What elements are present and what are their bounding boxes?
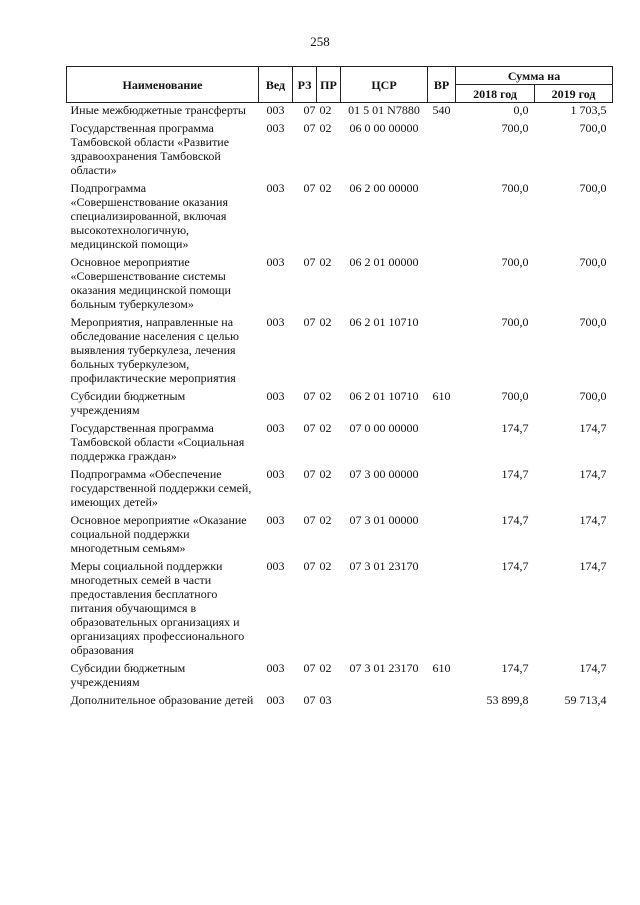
pr-cell: 02 bbox=[319, 255, 332, 269]
vr-cell: 610 bbox=[432, 661, 451, 675]
name-cell: Государственная программа Тамбовской области «Социальная поддержка граждан» bbox=[70, 421, 245, 463]
rz-cell: 07 bbox=[303, 467, 316, 481]
sum-2019-cell: 59 713,4 bbox=[564, 693, 607, 707]
budget-table bbox=[66, 66, 613, 711]
ved-cell: 003 bbox=[266, 315, 285, 329]
name-cell: Основное мероприятие «Оказание социальной поддержки многодетным семьям» bbox=[70, 513, 247, 555]
csr-cell: 07 3 01 00000 bbox=[349, 513, 419, 527]
sum-2018-cell: 700,0 bbox=[501, 315, 529, 329]
table-row bbox=[67, 389, 613, 421]
rz-cell: 07 bbox=[303, 103, 316, 117]
sum-2019-cell: 700,0 bbox=[579, 255, 607, 269]
ved-cell: 003 bbox=[266, 693, 285, 707]
header-csr: ЦСР bbox=[341, 67, 428, 103]
sum-2019-cell: 700,0 bbox=[579, 315, 607, 329]
table-body bbox=[67, 103, 613, 712]
pr-cell: 02 bbox=[319, 421, 332, 435]
table-row bbox=[67, 513, 613, 559]
ved-cell: 003 bbox=[266, 661, 285, 675]
table-row bbox=[67, 467, 613, 513]
header-sum: Сумма на bbox=[456, 67, 613, 85]
header-ved: Вед bbox=[259, 67, 293, 103]
sum-2019-cell: 700,0 bbox=[579, 181, 607, 195]
sum-2018-cell: 174,7 bbox=[501, 661, 529, 675]
sum-2019-cell: 700,0 bbox=[579, 121, 607, 135]
csr-cell: 06 0 00 00000 bbox=[349, 121, 419, 135]
sum-2018-cell: 0,0 bbox=[513, 103, 529, 117]
table-row bbox=[67, 255, 613, 315]
name-cell: Меры социальной поддержки многодетных семей в части предоставления бесплатного питания обучающимся в образовательных организациях и организациях профессионального образования bbox=[70, 559, 245, 657]
ved-cell: 003 bbox=[266, 421, 285, 435]
ved-cell: 003 bbox=[266, 103, 285, 117]
csr-cell: 07 3 01 23170 bbox=[349, 661, 419, 675]
table-row bbox=[67, 181, 613, 255]
rz-cell: 07 bbox=[303, 389, 316, 403]
sum-2018-cell: 174,7 bbox=[501, 559, 529, 573]
vr-cell bbox=[428, 693, 456, 711]
vr-cell bbox=[428, 421, 456, 467]
name-cell: Иные межбюджетные трансферты bbox=[70, 103, 246, 117]
sum-2019-cell: 174,7 bbox=[579, 661, 607, 675]
name-cell: Субсидии бюджетным учреждениям bbox=[70, 661, 186, 689]
ved-cell: 003 bbox=[266, 559, 285, 573]
sum-2018-cell: 174,7 bbox=[501, 467, 529, 481]
rz-cell: 07 bbox=[303, 559, 316, 573]
vr-cell bbox=[428, 315, 456, 389]
ved-cell: 003 bbox=[266, 513, 285, 527]
csr-cell: 06 2 01 10710 bbox=[349, 389, 419, 403]
sum-2019-cell: 174,7 bbox=[579, 421, 607, 435]
pr-cell: 02 bbox=[319, 121, 332, 135]
header-vr: ВР bbox=[428, 67, 456, 103]
rz-cell: 07 bbox=[303, 661, 316, 675]
table-row bbox=[67, 121, 613, 181]
sum-2018-cell: 174,7 bbox=[501, 513, 529, 527]
header-rz: РЗ bbox=[293, 67, 317, 103]
sum-2019-cell: 174,7 bbox=[579, 513, 607, 527]
pr-cell: 02 bbox=[319, 513, 332, 527]
pr-cell: 02 bbox=[319, 467, 332, 481]
header-name: Наименование bbox=[67, 67, 259, 103]
csr-cell: 06 2 00 00000 bbox=[349, 181, 419, 195]
header-pr: ПР bbox=[317, 67, 341, 103]
sum-2018-cell: 700,0 bbox=[501, 255, 529, 269]
ved-cell: 003 bbox=[266, 467, 285, 481]
vr-cell bbox=[428, 255, 456, 315]
rz-cell: 07 bbox=[303, 693, 316, 707]
name-cell: Подпрограмма «Совершенствование оказания специализированной, включая высокотехнологичную, медицинской помощи» bbox=[70, 181, 228, 251]
pr-cell: 02 bbox=[319, 181, 332, 195]
name-cell: Субсидии бюджетным учреждениям bbox=[70, 389, 186, 417]
vr-cell: 540 bbox=[432, 103, 451, 117]
table-row bbox=[67, 661, 613, 693]
sum-2019-cell: 700,0 bbox=[579, 389, 607, 403]
rz-cell: 07 bbox=[303, 255, 316, 269]
sum-2019-cell: 1 703,5 bbox=[570, 103, 607, 117]
table-row bbox=[67, 559, 613, 661]
sum-2019-cell: 174,7 bbox=[579, 559, 607, 573]
vr-cell: 610 bbox=[432, 389, 451, 403]
pr-cell: 02 bbox=[319, 315, 332, 329]
name-cell: Мероприятия, направленные на обследование населения с целью выявления туберкулеза, лечения больных туберкулезом, профилактические мероприятия bbox=[70, 315, 239, 385]
table-row bbox=[67, 315, 613, 389]
csr-cell bbox=[341, 693, 428, 711]
table-row bbox=[67, 103, 613, 122]
sum-2018-cell: 700,0 bbox=[501, 181, 529, 195]
rz-cell: 07 bbox=[303, 513, 316, 527]
pr-cell: 02 bbox=[319, 559, 332, 573]
rz-cell: 07 bbox=[303, 421, 316, 435]
name-cell: Подпрограмма «Обеспечение государственной поддержки семей, имеющих детей» bbox=[70, 467, 252, 509]
ved-cell: 003 bbox=[266, 389, 285, 403]
sum-2019-cell: 174,7 bbox=[579, 467, 607, 481]
csr-cell: 06 2 01 00000 bbox=[349, 255, 419, 269]
rz-cell: 07 bbox=[303, 121, 316, 135]
name-cell: Дополнительное образование детей bbox=[70, 693, 254, 707]
header-year-2018: 2018 год bbox=[456, 85, 535, 103]
rz-cell: 07 bbox=[303, 315, 316, 329]
sum-2018-cell: 700,0 bbox=[501, 389, 529, 403]
table-row bbox=[67, 421, 613, 467]
ved-cell: 003 bbox=[266, 121, 285, 135]
name-cell: Государственная программа Тамбовской области «Развитие здравоохранения Тамбовской области» bbox=[70, 121, 230, 177]
csr-cell: 06 2 01 10710 bbox=[349, 315, 419, 329]
pr-cell: 02 bbox=[319, 103, 332, 117]
pr-cell: 02 bbox=[319, 661, 332, 675]
ved-cell: 003 bbox=[266, 255, 285, 269]
sum-2018-cell: 174,7 bbox=[501, 421, 529, 435]
sum-2018-cell: 700,0 bbox=[501, 121, 529, 135]
vr-cell bbox=[428, 467, 456, 513]
pr-cell: 02 bbox=[319, 389, 332, 403]
sum-2018-cell: 53 899,8 bbox=[486, 693, 529, 707]
table-row bbox=[67, 693, 613, 711]
csr-cell: 01 5 01 N7880 bbox=[348, 103, 420, 117]
csr-cell: 07 3 00 00000 bbox=[349, 467, 419, 481]
pr-cell: 03 bbox=[319, 693, 332, 707]
vr-cell bbox=[428, 513, 456, 559]
rz-cell: 07 bbox=[303, 181, 316, 195]
table-header bbox=[67, 67, 613, 103]
csr-cell: 07 0 00 00000 bbox=[349, 421, 419, 435]
vr-cell bbox=[428, 181, 456, 255]
name-cell: Основное мероприятие «Совершенствование системы оказания медицинской помощи больным туберкулезом» bbox=[70, 255, 231, 311]
vr-cell bbox=[428, 121, 456, 181]
ved-cell: 003 bbox=[266, 181, 285, 195]
csr-cell: 07 3 01 23170 bbox=[349, 559, 419, 573]
header-year-2019: 2019 год bbox=[535, 85, 613, 103]
vr-cell bbox=[428, 559, 456, 661]
page-number: 258 bbox=[310, 34, 330, 49]
